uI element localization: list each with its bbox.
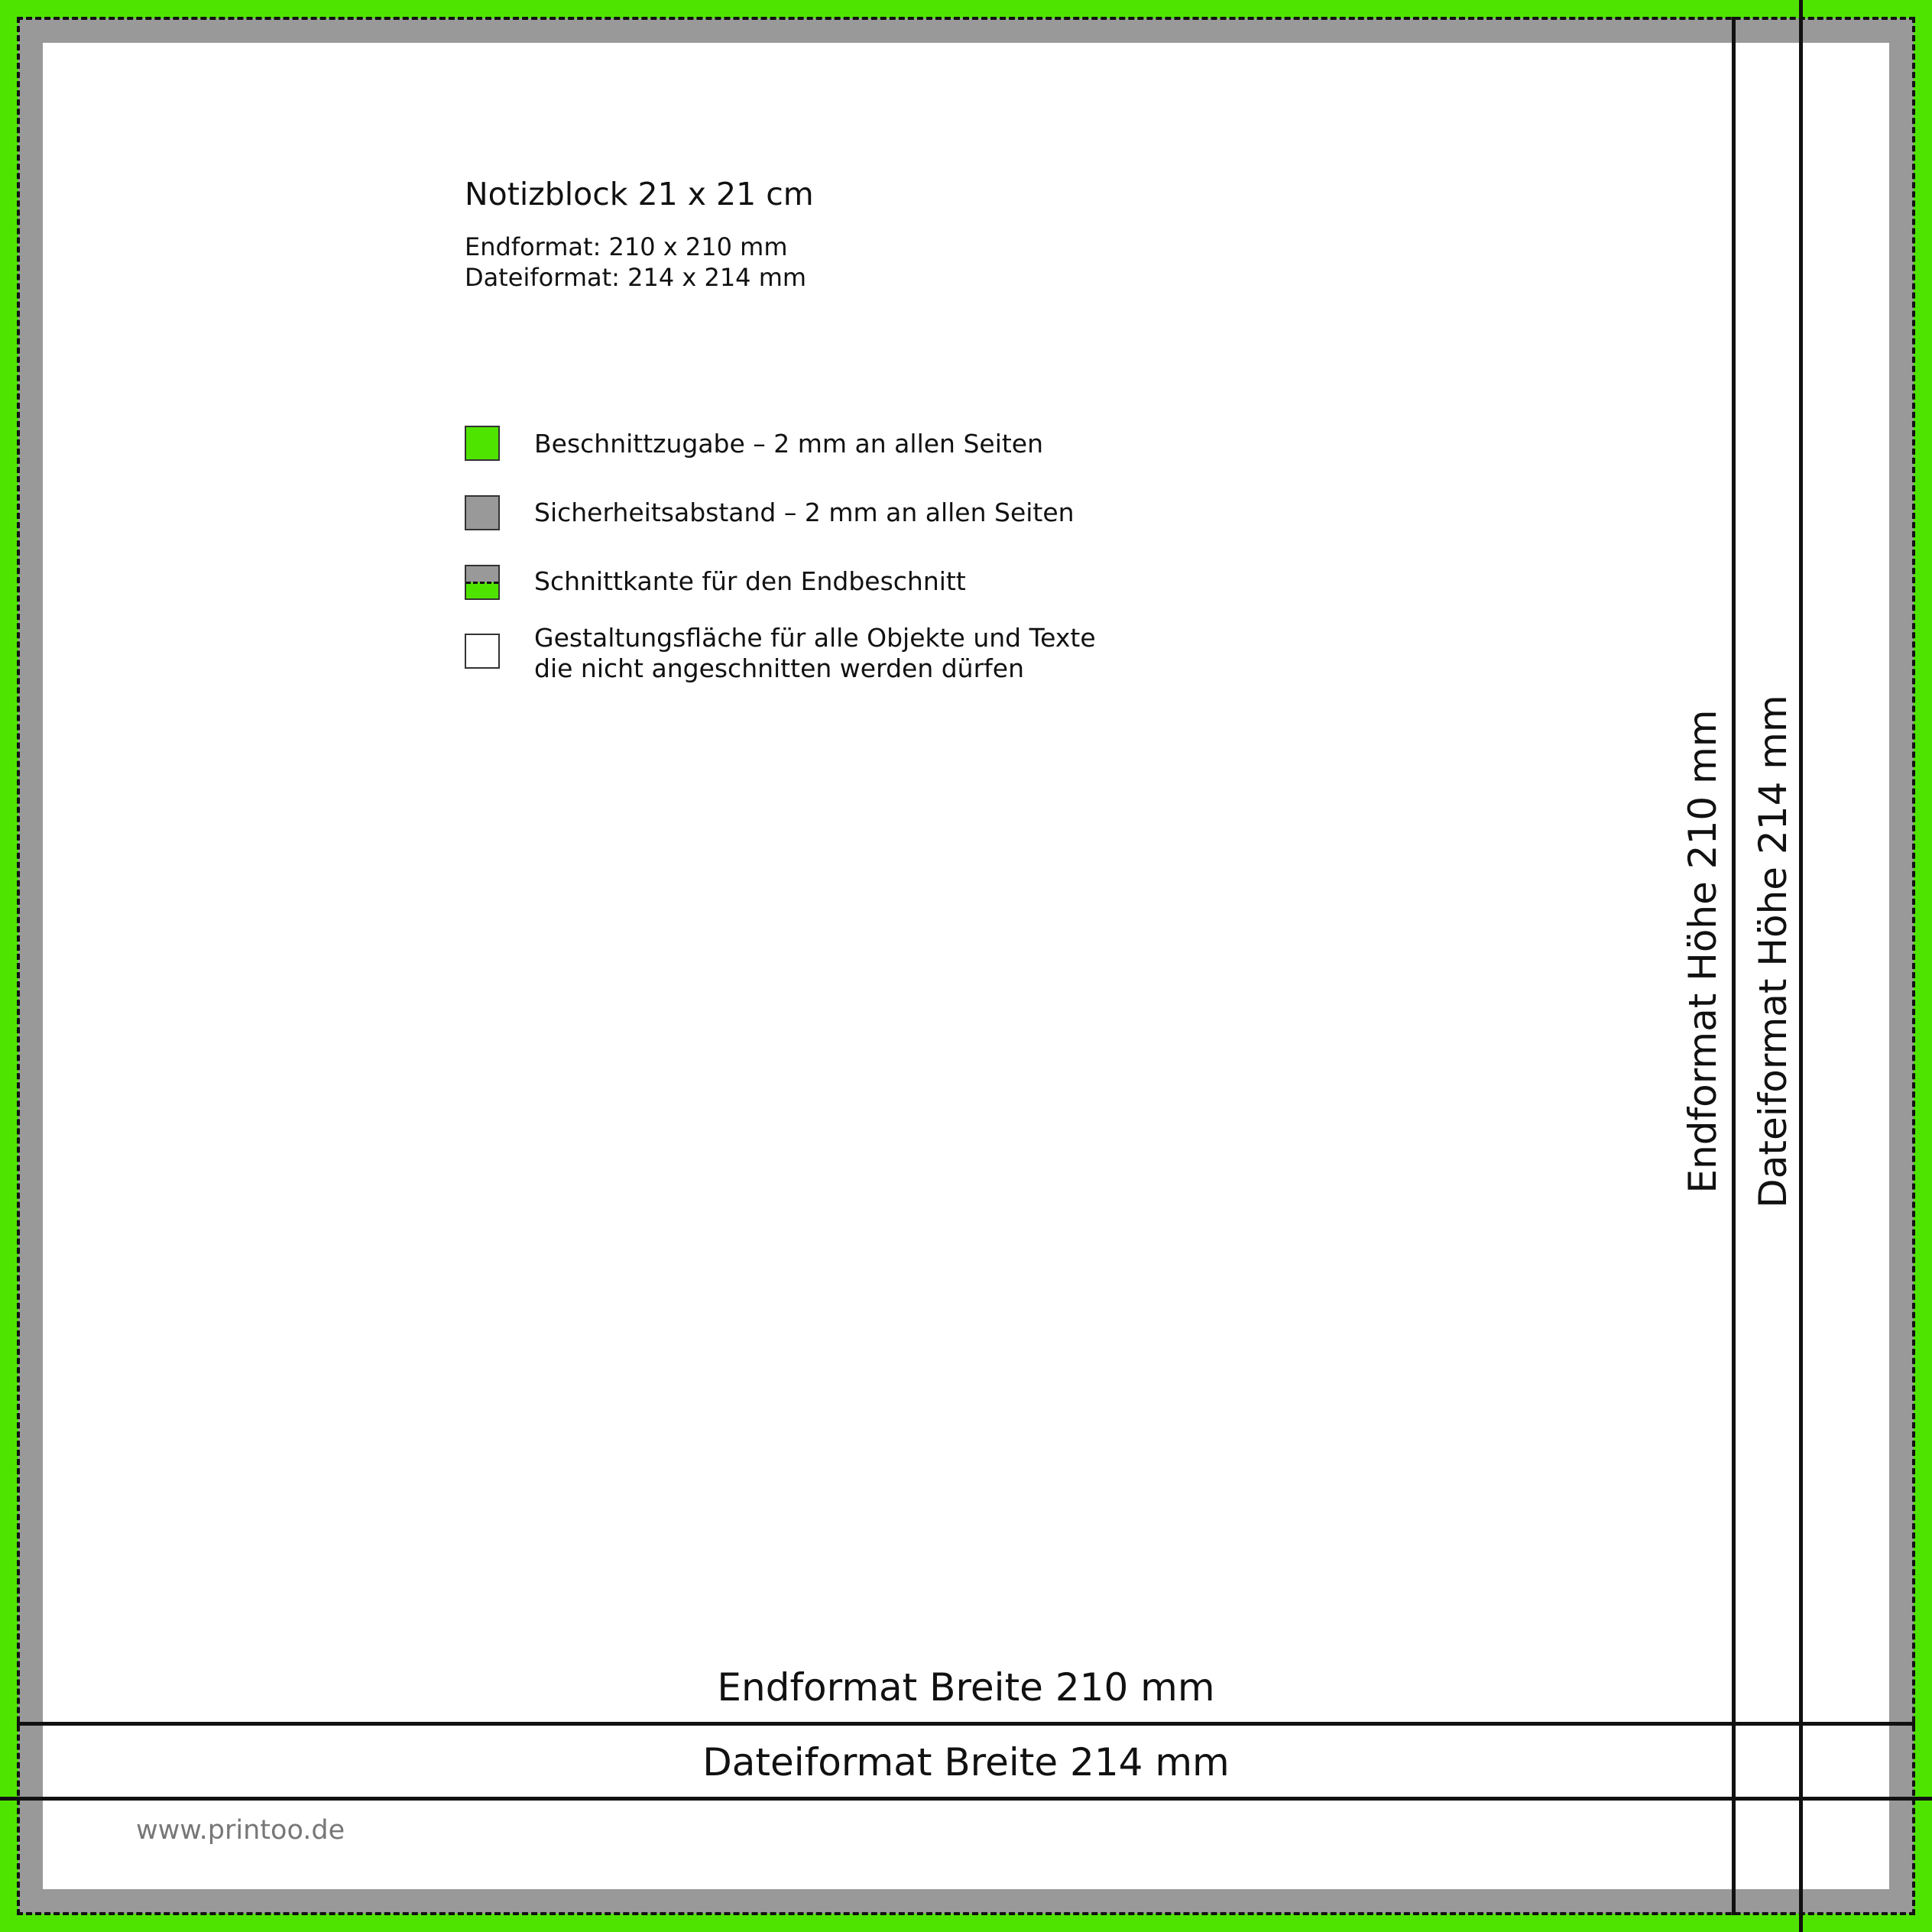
file-width-label: Dateiformat Breite 214 mm	[702, 1740, 1230, 1785]
end-height-label: Endformat Höhe 210 mm	[1681, 709, 1725, 1194]
legend-label-design-area-line2: die nicht angeschnitten werden dürfen	[534, 653, 1024, 683]
legend-label-safety: Sicherheitsabstand – 2 mm an allen Seiten	[534, 498, 1075, 527]
legend-label-bleed: Beschnittzugabe – 2 mm an allen Seiten	[534, 429, 1044, 459]
dateiformat-spec: Dateiformat: 214 x 214 mm	[465, 263, 807, 292]
file-width-dimension-line	[0, 1797, 1932, 1801]
legend-swatch-bleed	[465, 426, 500, 461]
end-width-dimension-line	[17, 1722, 1915, 1726]
endformat-spec: Endformat: 210 x 210 mm	[465, 232, 788, 261]
website-url: www.printoo.de	[136, 1815, 345, 1846]
file-height-dimension-line	[1799, 0, 1803, 1932]
legend-swatch-safety	[465, 495, 500, 530]
file-height-label: Dateiformat Höhe 214 mm	[1751, 695, 1795, 1208]
legend-swatch-design-area	[465, 634, 500, 669]
page-title: Notizblock 21 x 21 cm	[465, 176, 814, 212]
legend-label-cut-line: Schnittkante für den Endbeschnitt	[534, 566, 966, 596]
legend-label-design-area-line1: Gestaltungsfläche für alle Objekte und Texte	[534, 623, 1096, 653]
dashed-line-icon	[466, 582, 498, 584]
end-height-dimension-line	[1732, 17, 1736, 1915]
end-width-label: Endformat Breite 210 mm	[717, 1665, 1215, 1710]
legend-swatch-cut-line	[465, 565, 500, 600]
cut-line	[17, 17, 1915, 1915]
